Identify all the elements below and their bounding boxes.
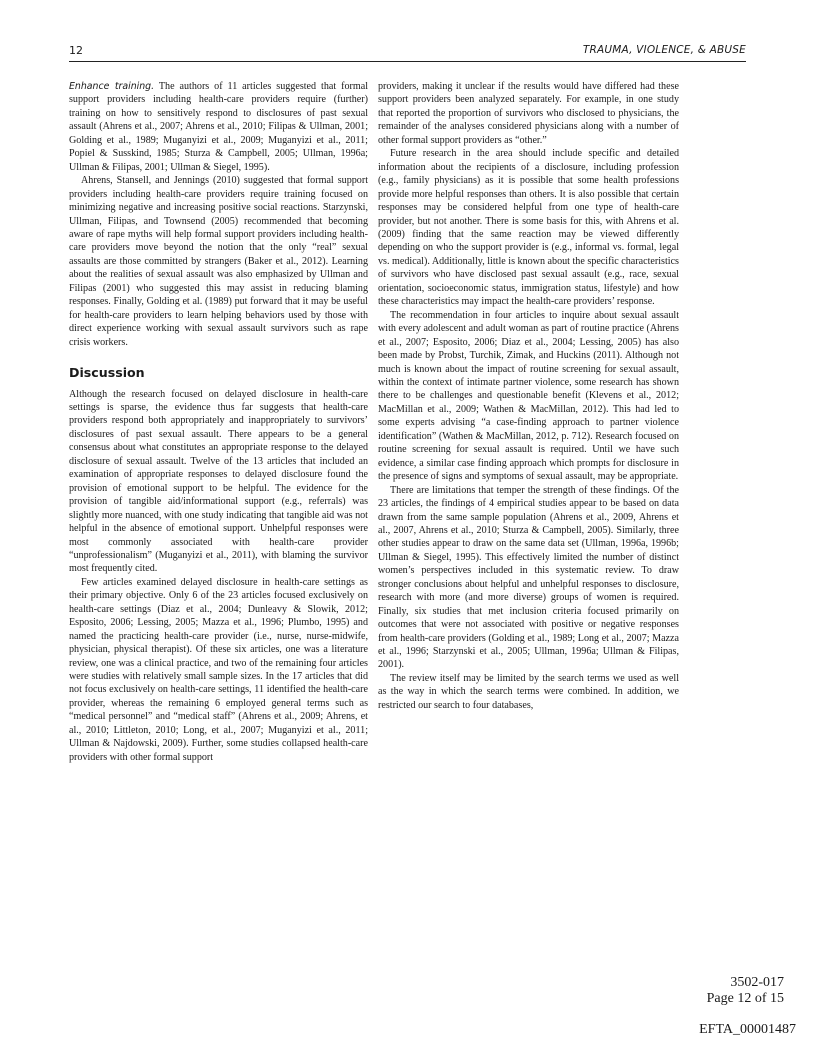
paragraph: providers, making it unclear if the results would have differed had these support providers been analyzed separately. For example, in one study that reported the proportion of survivors who disclosed to physicians, the remainder of the analyses considered physicians along with a number of other formal support providers as “other.” <box>378 81 679 146</box>
paragraph: The review itself may be limited by the search terms we used as well as the way in which the search terms were combined. In addition, we restricted our search to four databases, <box>378 672 679 711</box>
left-column <box>69 80 368 764</box>
paragraph: Few articles examined delayed disclosure in health-care settings as their primary objective. Only 6 of the 23 articles focused exclusively on health-care settings (Diaz et al., 2004; Dunleavy & Slowik, 2012; Esposito, 2006; Lessing, 2005; Mazza et al., 1996; Plumbo, 1995) and named the practicing health-care provider (i.e., nurse, nurse-midwife, physician, physical therapist). Of these six articles, one was a literature review, one was a clinical practice, and two of the remaining four articles were studies with relatively small sample sizes. In the 17 articles that did not focus exclusively on health-care settings, 11 identified the health-care provider, whereas the remaining 6 employed general terms such as “medical personnel” and “medical staff” (Ahrens et al., 2009; Ahrens, et al., 2010; Littleton, 2010; Long, et al., 2007; Muganyizi et al., 2011; Ullman & Najdowski, 2009). Further, some studies collapsed health-care providers with other formal support <box>69 576 368 763</box>
page-number: 12 <box>69 44 83 57</box>
paragraph: Although the research focused on delayed disclosure in health-care settings is sparse, the evidence thus far suggests that health-care providers respond both appropriately and inappropriately to survivors’ disclosures of past sexual assault. There appears to be a general consensus about what constitutes an appropriate response to the delayed disclosure of sexual assault. Twelve of the 13 articles that included an examination of appropriate responses to delayed disclosure found the provision of emotional support to be helpful. The evidence for the provision of tangible aid/informational support (e.g., referrals) was slightly more nuanced, with one study indicating that tangible aid was not helpful in the absence of emotional support. Unhelpful responses were most commonly associated with health-care provider “unprofessionalism” (Muganyizi et al., 2011), with blaming the survivor most frequently cited. <box>69 388 368 575</box>
paragraph: There are limitations that temper the strength of these findings. Of the 23 articles, the findings of 4 empirical studies appear to be based on data drawn from the same sample population (Ahrens et al., 2009, Ahrens et al., 2007, Ahrens et al., 2010; Sturza & Campbell, 2005). Similarly, three other studies appear to draw on the same data set (Ullman, 1996a, 1996b; Ullman & Siegel, 1995). This effectively limited the number of distinct women’s perspectives included in this systematic review. To draw stronger conclusions about helpful and unhelpful responses to disclosure, research with more (and more diverse) groups of women is required. Finally, six studies that met inclusion criteria focused primarily on outcomes that were not associated with positive or negative responses from health-care providers (Golding et al., 1989; Long et al., 2007; Mazza et al., 1996; Starzynski et al., 2005; Ullman, 1996a; Ullman & Filipas, 2001). <box>378 484 679 671</box>
page-footer <box>707 975 784 1007</box>
document-id: 3502-017 <box>730 975 784 990</box>
paragraph: The recommendation in four articles to inquire about sexual assault with every adolescent and adult woman as part of routine practice (Ahrens et al., 2007; Esposito, 2006; Diaz et al., 2004; Lessing, 2005) has also been made by Probst, Turchik, Zimak, and Huckins (2011). Although not much is known about the impact of routine screening for sexual assault, within the context of intimate partner violence, some research has shown there to be challenges and questionable benefit (Klevens et al., 2012; MacMillan et al., 2009; Wathen & MacMillan, 2012). This had led to some experts advising “a case-finding approach to partner violence identification” (Wathen & MacMillan, 2012, p. 712). Research focused on routine screening for sexual assault is required. Until we have such evidence, a similar case finding approach which prompts for disclosure in the presence of signs and symptoms of sexual assault, may be appropriate. <box>378 309 679 483</box>
efta-stamp: EFTA_00001487 <box>699 1022 796 1037</box>
running-head-journal: TRAUMA, VIOLENCE, & ABUSE <box>582 44 746 56</box>
page-count: Page 12 of 15 <box>706 991 784 1006</box>
header-rule <box>69 61 746 62</box>
paragraph: Future research in the area should include specific and detailed information about the recipients of a disclosure, including profession (e.g., family physicians) as it is possible that some health professions provide more helpful responses than others. It is also possible that certain responses may be considered helpful from one type of health-care provider, but not another. There is some basis for this, with Ahrens et al. (2009) finding that the same reaction may be viewed differently depending on who the support provider is (e.g., informal vs. formal, legal vs. medical). Additionally, little is known about the specific characteristics of survivors who have disclosed past sexual assault (e.g., race, sexual orientation, socioeconomic status, immigration status, lifestyle) and how these characteristics may impact the health-care providers’ response. <box>378 148 679 308</box>
right-column <box>378 80 679 712</box>
run-in-heading: Enhance training. <box>69 81 155 92</box>
section-heading-discussion: Discussion <box>69 365 145 381</box>
paragraph: Ahrens, Stansell, and Jennings (2010) suggested that formal support providers including health-care providers require training focused on minimizing negative and increasing positive social reactions. Starzynski, Ullman, Filipas, and Townsend (2005) recommended that becoming aware of rape myths will help formal support providers including health-care providers move beyond the notion that the only “real” sexual assaults are those committed by strangers (Baker et al., 2012). Learning about the realities of sexual assault was also emphasized by Ullman and Filipas (2001) who suggested this may assist in reducing blaming responses. Finally, Golding et al. (1989) put forward that it may be useful for health-care providers to learn helping behaviors used by those with direct experience working with sexual assault survivors such as rape crisis workers. <box>69 175 368 348</box>
paragraph-text: The authors of 11 articles suggested that formal support providers including health-care providers require (further) training on how to sensitively respond to disclosures of past sexual assault (Ahrens et al., 2007; Ahrens et al., 2010; Filipas & Ullman, 2001; Golding et al., 1989; Muganyizi et al., 2009; Muganyizi et al., 2011; Popiel & Susskind, 1985; Sturza & Campbell, 2005; Ullman, 1996a; Ullman & Filipas, 2001; Ullman & Siegel, 1995). <box>69 81 368 173</box>
paragraph-enhance-training <box>69 80 368 174</box>
